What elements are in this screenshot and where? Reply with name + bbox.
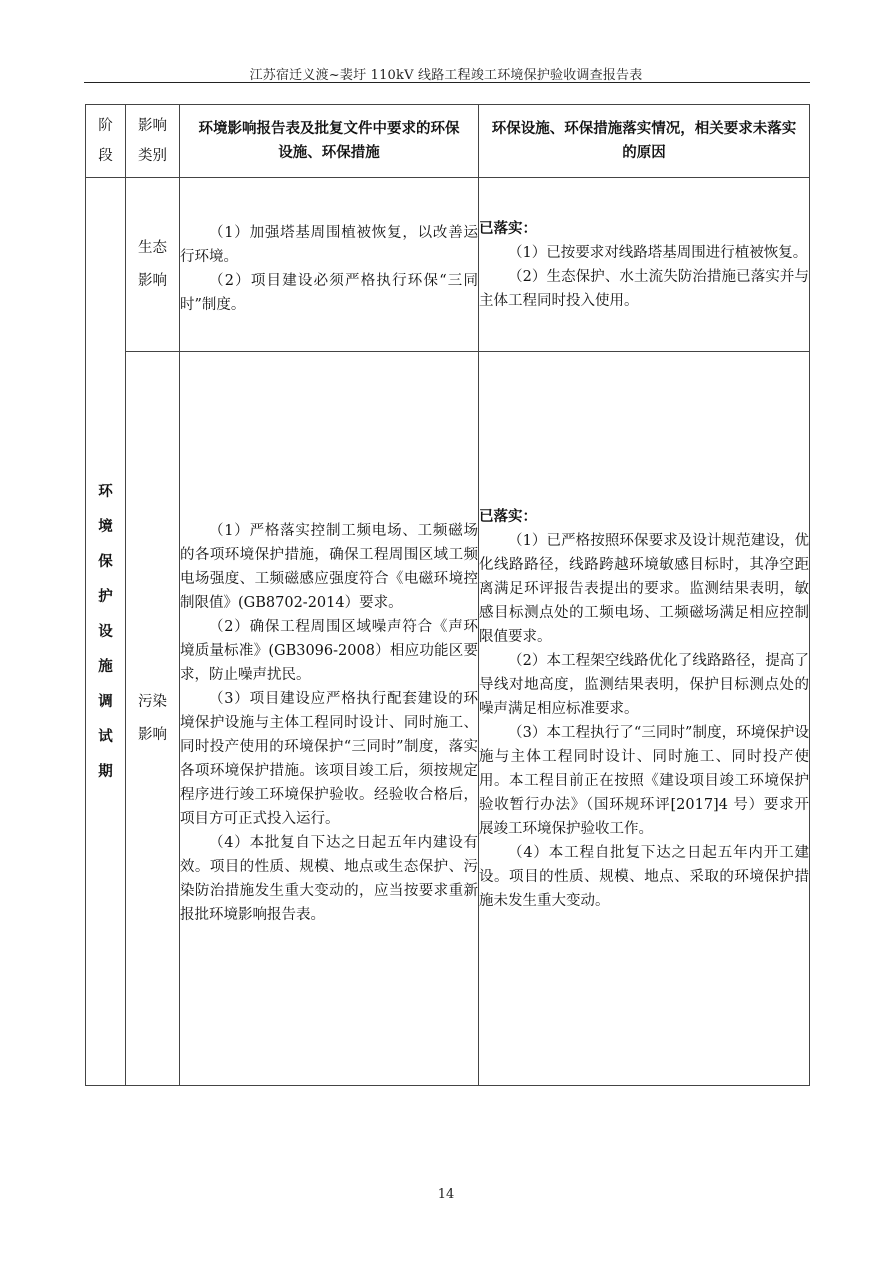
table-header-row <box>86 105 810 178</box>
implementation-cell-ecology <box>479 178 810 352</box>
table-row-pollution <box>86 352 810 1086</box>
requirement-item: （2）项目建设必须严格执行环保“三同时”制度。 <box>180 272 478 313</box>
header-implementation: 环保设施、环保措施落实情况，相关要求未落实的原因 <box>479 105 810 178</box>
requirement-item: （1）严格落实控制工频电场、工频磁场的各项环境保护措施，确保工程周围区域工频电场强度、工频磁感应强度符合《电磁环境控制限值》(GB8702-2014）要求。 <box>180 522 478 611</box>
status-label: 已落实： <box>479 507 537 525</box>
stage-label: 环境保护设施调试期 <box>98 483 113 780</box>
header-requirements: 环境影响报告表及批复文件中要求的环保设施、环保措施 <box>180 105 479 178</box>
implementation-item: （1）已严格按照环保要求及设计规范建设，优化线路路径，线路跨越环境敏感目标时，其净空距离满足环评报告表提出的要求。监测结果表明，敏感目标测点处的工频电场、工频磁场满足相应控制限值要求。 <box>479 532 809 645</box>
implementation-item: （3）本工程执行了“三同时”制度，环境保护设施与主体工程同时设计、同时施工、同时投产使用。本工程目前正在按照《建设项目竣工环境保护验收暂行办法》（国环规环评[2017]4 号）要求开展竣工环境保护验收工作。 <box>479 724 809 837</box>
category-cell-ecology <box>126 178 180 352</box>
requirement-item: （3）项目建设应严格执行配套建设的环境保护设施与主体工程同时设计、同时施工、同时投产使用的环境保护“三同时”制度，落实各项环境保护措施。该项目竣工后，须按规定程序进行竣工环境保护验收。经验收合格后，项目方可正式投入运行。 <box>180 690 478 827</box>
acceptance-table <box>85 104 810 1086</box>
implementation-item: （4）本工程自批复下达之日起五年内开工建设。项目的性质、规模、地点、采取的环境保护措施未发生重大变动。 <box>479 844 809 909</box>
table-row-ecology <box>86 178 810 352</box>
header-divider <box>84 82 810 83</box>
implementation-cell-pollution <box>479 352 810 1086</box>
requirements-cell-ecology <box>180 178 479 352</box>
category-cell-pollution <box>126 352 180 1086</box>
category-label: 影响 <box>138 272 167 289</box>
requirements-cell-pollution <box>180 352 479 1086</box>
status-label: 已落实： <box>479 219 537 237</box>
requirement-item: （1）加强塔基周围植被恢复，以改善运行环境。 <box>180 224 478 265</box>
category-label: 污染 <box>138 693 167 710</box>
requirement-item: （4）本批复自下达之日起五年内建设有效。项目的性质、规模、地点或生态保护、污染防治措施发生重大变动的，应当按要求重新报批环境影响报告表。 <box>180 834 478 923</box>
category-label: 影响 <box>138 726 167 743</box>
requirement-item: （2）确保工程周围区域噪声符合《声环境质量标准》(GB3096-2008）相应功能区要求，防止噪声扰民。 <box>180 618 478 683</box>
stage-cell <box>86 178 126 1086</box>
implementation-item: （1）已按要求对线路塔基周围进行植被恢复。 <box>508 244 808 261</box>
page-number: 14 <box>437 1187 455 1202</box>
implementation-item: （2）生态保护、水土流失防治措施已落实并与主体工程同时投入使用。 <box>479 268 809 309</box>
implementation-item: （2）本工程架空线路优化了线路路径，提高了导线对地高度，监测结果表明，保护目标测点处的噪声满足相应标准要求。 <box>479 652 809 717</box>
category-label: 生态 <box>138 239 167 256</box>
document-header: 江苏宿迁义渡~裴圩 110kV 线路工程竣工环境保护验收调查报告表 <box>249 68 643 83</box>
header-stage: 阶段 <box>86 105 126 178</box>
header-category: 影响类别 <box>126 105 180 178</box>
